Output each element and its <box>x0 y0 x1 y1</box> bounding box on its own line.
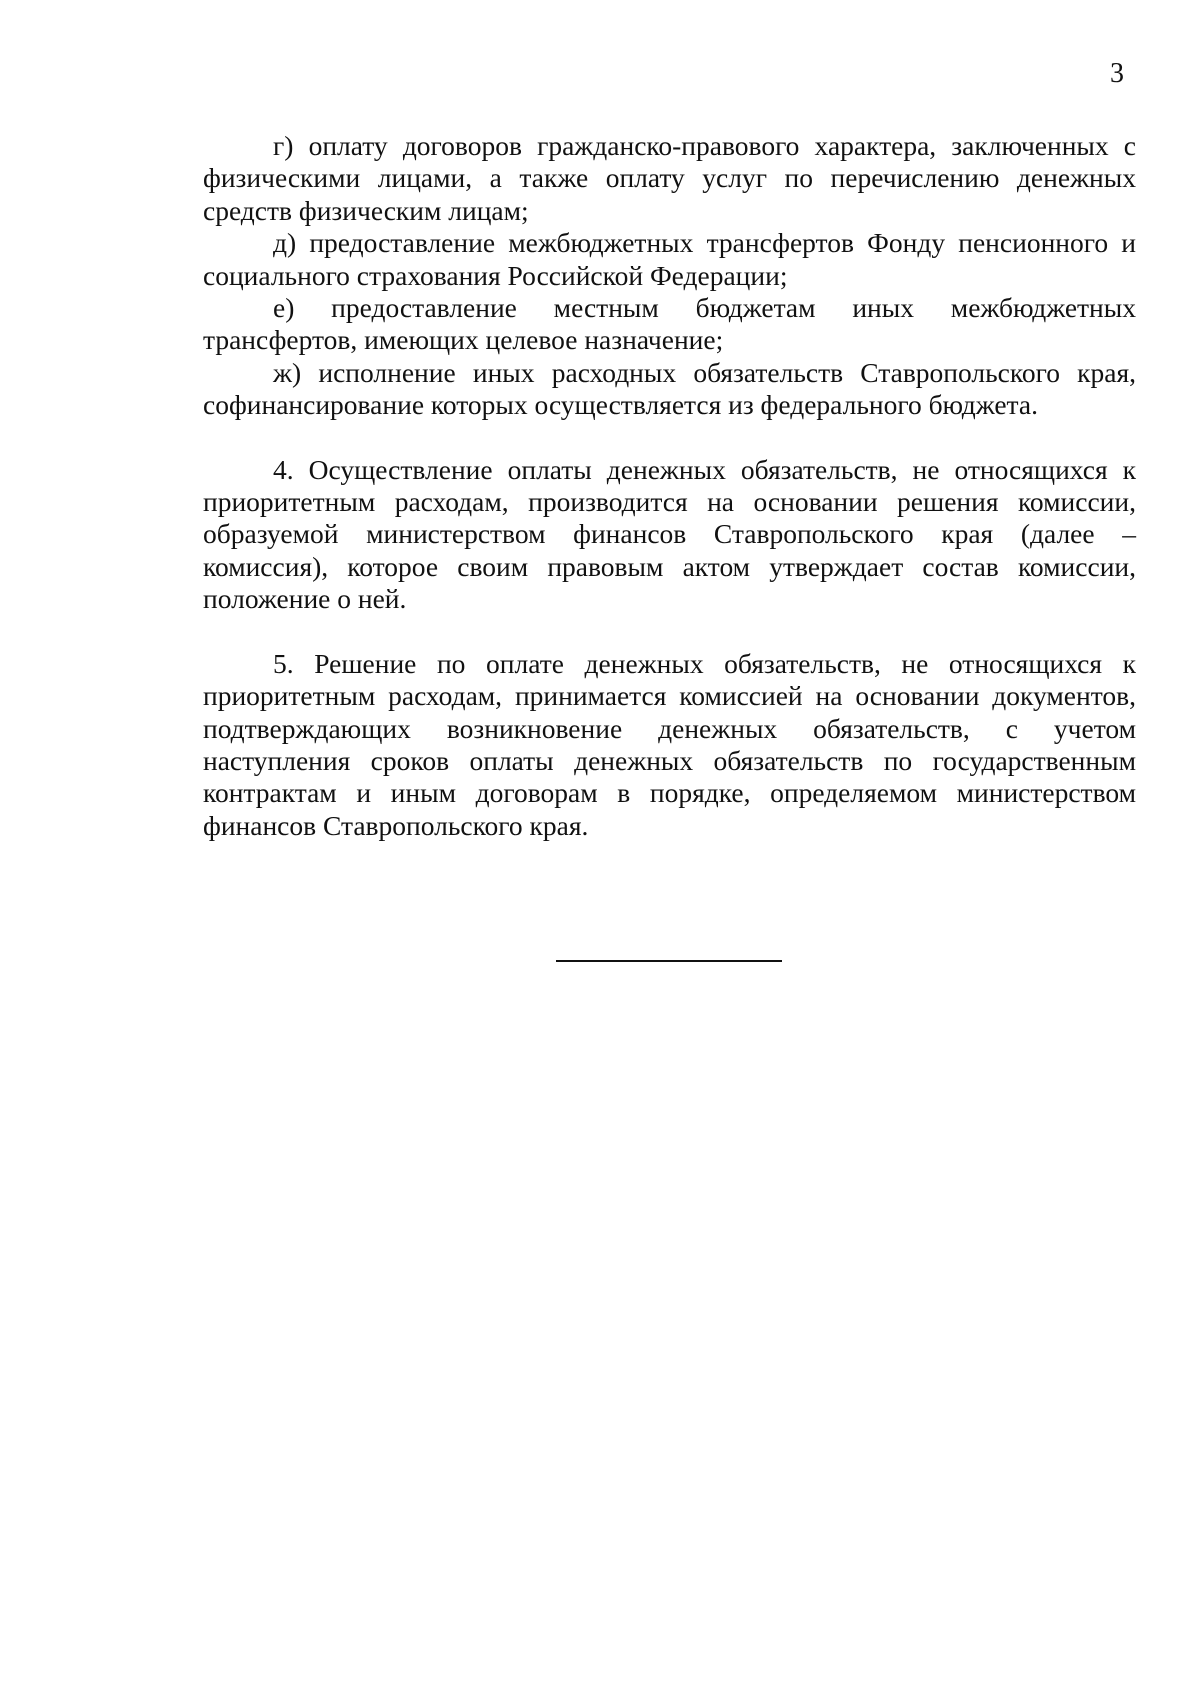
paragraph-spacer <box>203 616 1136 648</box>
paragraph-spacer <box>203 422 1136 454</box>
document-body <box>203 130 1136 842</box>
list-item-g: г) оплату договоров гражданско-правового характера, заключенных с физическими лицами, а также оплату услуг по перечислению денежных средств физическим лицам; <box>203 130 1136 226</box>
section-5-paragraph: 5. Решение по оплате денежных обязательств, не относящихся к приоритетным расходам, принимается комиссией на основании документов, подтверждающих возникновение денежных обязательств, с учетом наступления сроков оплаты денежных обязательств по государственным контрактам и иным договорам в порядке, определяемом министерством финансов Ставропольского края. <box>203 647 1136 841</box>
section-4-paragraph: 4. Осуществление оплаты денежных обязательств, не относящихся к приоритетным расходам, производится на основании решения комиссии, образуемой министерством финансов Ставропольского края (далее – комиссия), которое своим правовым актом утверждает состав комиссии, положение о ней. <box>203 453 1136 615</box>
list-item-zh: ж) исполнение иных расходных обязательств Ставропольского края, софинансирование которых осуществляется из федерального бюджета. <box>203 356 1136 421</box>
list-item-d: д) предоставление межбюджетных трансфертов Фонду пенсионного и социального страхования Российской Федерации; <box>203 227 1136 291</box>
list-item-e: е) предоставление местным бюджетам иных межбюджетных трансфертов, имеющих целевое назначение; <box>203 292 1136 356</box>
end-of-document-rule <box>556 960 782 962</box>
page-number: 3 <box>1110 58 1124 89</box>
